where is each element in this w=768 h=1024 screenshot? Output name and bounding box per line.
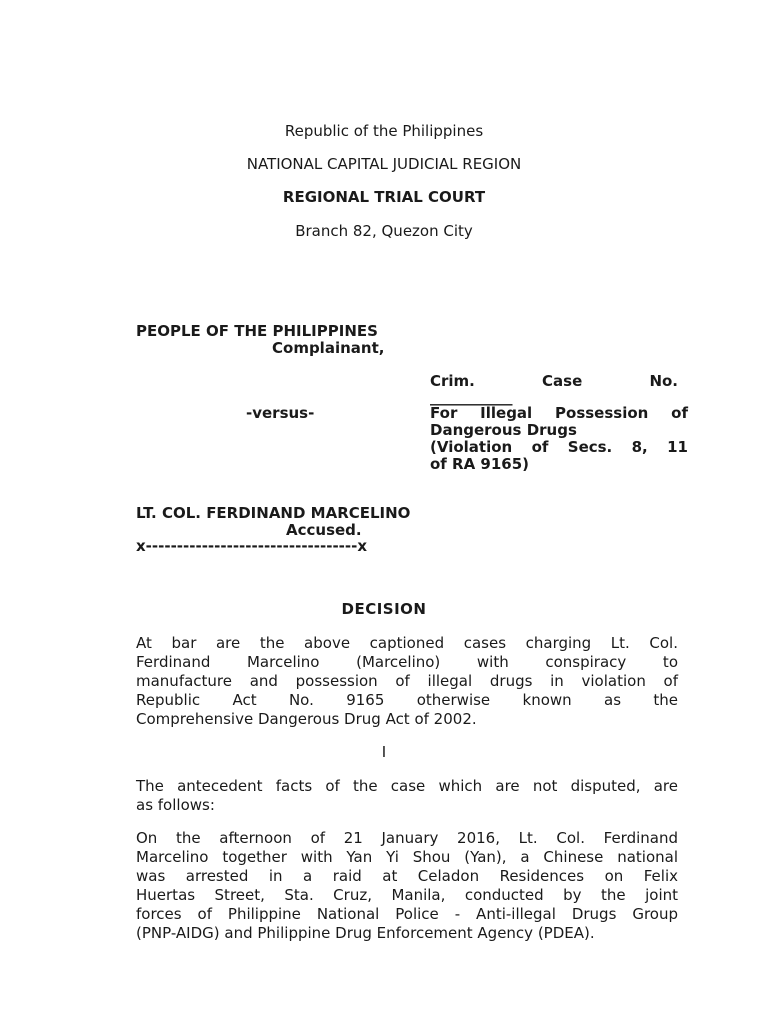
- accused-name: LT. COL. FERDINAND MARCELINO: [136, 504, 411, 522]
- paragraph-antecedent: [136, 777, 678, 815]
- paragraph-line: Republic Act No. 9165 otherwise known as the: [136, 691, 678, 709]
- paragraph-line: The antecedent facts of the case which are not disputed, are: [136, 777, 678, 795]
- caption-separator: x----------------------------------x: [136, 537, 368, 555]
- header-court: REGIONAL TRIAL COURT: [282, 188, 486, 206]
- paragraph-line: Ferdinand Marcelino (Marcelino) with conspiracy to: [136, 653, 678, 671]
- offense-line: For Illegal Possession of: [430, 404, 688, 422]
- case-number-label: Crim. Case No.: [430, 372, 678, 390]
- header-judicial-region: NATIONAL CAPITAL JUDICIAL REGION: [246, 155, 522, 173]
- paragraph-line: forces of Philippine National Police - Anti-illegal Drugs Group: [136, 905, 678, 923]
- paragraph-line: On the afternoon of 21 January 2016, Lt. Col. Ferdinand: [136, 829, 678, 847]
- header-branch: Branch 82, Quezon City: [295, 222, 473, 240]
- section-numeral: I: [381, 743, 387, 761]
- offense-line: Dangerous Drugs: [430, 421, 577, 439]
- paragraph-introduction: [136, 634, 678, 729]
- paragraph-line: Marcelino together with Yan Yi Shou (Yan), a Chinese national: [136, 848, 678, 866]
- paragraph-facts: [136, 829, 678, 943]
- offense-line: of RA 9165): [430, 455, 530, 473]
- paragraph-line: manufacture and possession of illegal drugs in violation of: [136, 672, 678, 690]
- paragraph-line: (PNP-AIDG) and Philippine Drug Enforcement Agency (PDEA).: [136, 924, 595, 942]
- paragraph-line: Comprehensive Dangerous Drug Act of 2002.: [136, 710, 477, 728]
- accused-role: Accused.: [286, 521, 362, 539]
- complainant-role: Complainant,: [272, 339, 385, 357]
- paragraph-line: At bar are the above captioned cases charging Lt. Col.: [136, 634, 678, 652]
- decision-title: DECISION: [341, 600, 427, 618]
- paragraph-line: as follows:: [136, 796, 215, 814]
- paragraph-line: Huertas Street, Sta. Cruz, Manila, conducted by the joint: [136, 886, 678, 904]
- header-republic: Republic of the Philippines: [284, 122, 484, 140]
- complainant-name: PEOPLE OF THE PHILIPPINES: [136, 322, 378, 340]
- versus-label: -versus-: [246, 404, 315, 422]
- offense-line: (Violation of Secs. 8, 11: [430, 438, 688, 456]
- paragraph-line: was arrested in a raid at Celadon Residences on Felix: [136, 867, 678, 885]
- case-number-value: ___________: [430, 388, 513, 406]
